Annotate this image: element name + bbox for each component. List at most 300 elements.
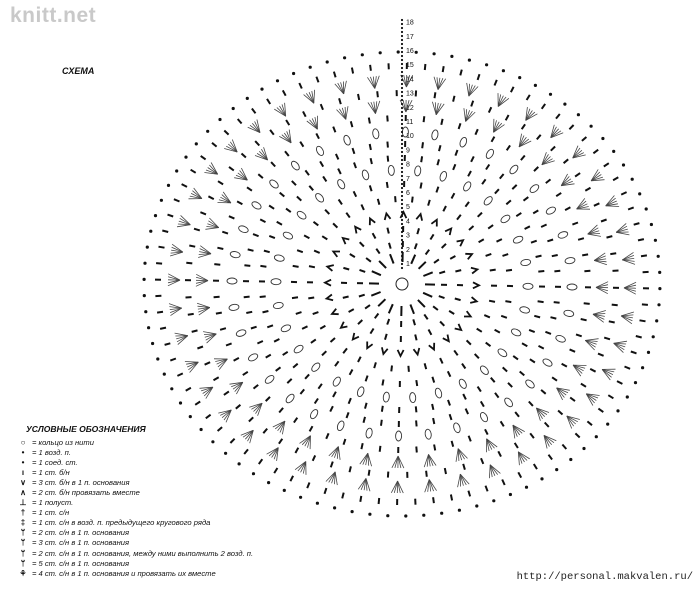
stitch-mark-icon: [365, 305, 370, 309]
increase-stitch-icon: [429, 343, 434, 350]
stitch-mark-icon: [344, 439, 346, 445]
cluster-stitch-icon: [309, 408, 319, 420]
fan-stitch-icon: [624, 282, 636, 288]
stitch-mark-icon: [279, 408, 283, 413]
stitch-mark-icon: [440, 358, 443, 363]
chain-stitch-icon: [634, 381, 637, 384]
stitch-mark-icon: [491, 378, 495, 383]
cluster-stitch-icon: [512, 235, 524, 244]
fan-stitch-icon: [467, 83, 469, 96]
stitch-mark-icon: [354, 191, 357, 196]
stitch-mark-icon: [251, 327, 257, 329]
stitch-mark-icon: [286, 209, 291, 213]
stitch-mark-icon: [372, 271, 381, 275]
stitch-mark-icon: [266, 355, 271, 358]
chain-stitch-icon: [401, 123, 403, 125]
fan-stitch-icon: [606, 206, 619, 207]
chain-stitch-icon: [595, 435, 598, 438]
chain-stitch-icon: [450, 55, 453, 58]
stitch-mark-icon: [320, 326, 325, 329]
chain-stitch-icon: [401, 215, 403, 217]
stitch-mark-icon: [375, 314, 379, 319]
fan-stitch-icon: [624, 285, 636, 288]
stitch-mark-icon: [638, 239, 644, 240]
chain-stitch-icon: [458, 509, 461, 512]
stitch-mark-icon: [433, 497, 434, 503]
stitch-mark-icon: [482, 179, 486, 184]
stitch-mark-icon: [501, 316, 507, 318]
stitch-mark-icon: [477, 329, 482, 332]
stitch-mark-icon: [492, 137, 495, 142]
stitch-mark-icon: [160, 328, 166, 329]
legend-text: = 1 ст. б/н: [32, 467, 70, 477]
legend-text: = кольцо из нити: [32, 437, 94, 447]
stitch-mark-icon: [424, 314, 427, 319]
cluster-stitch-icon: [310, 361, 321, 372]
stitch-mark-icon: [450, 414, 452, 420]
stitch-mark-icon: [248, 249, 254, 250]
cluster-stitch-icon: [520, 259, 531, 267]
stitch-mark-icon: [408, 366, 409, 372]
cluster-stitch-icon: [439, 171, 448, 182]
cluster-stitch-icon: [314, 192, 325, 203]
stitch-mark-icon: [515, 412, 519, 417]
stitch-mark-icon: [283, 352, 288, 355]
stitch-mark-icon: [370, 185, 372, 191]
stitch-mark-icon: [486, 254, 492, 256]
increase-stitch-icon: [353, 333, 359, 340]
cluster-stitch-icon: [485, 148, 495, 160]
row-number: 17: [406, 33, 414, 41]
stitch-mark-icon: [539, 346, 544, 349]
chain-stitch-icon: [175, 169, 178, 172]
stitch-mark-icon: [520, 372, 525, 376]
stitch-mark-icon: [489, 301, 495, 302]
stitch-mark-icon: [582, 254, 588, 255]
chain-stitch-icon: [154, 214, 157, 217]
cluster-stitch-icon: [280, 324, 292, 333]
stitch-mark-icon: [360, 242, 364, 246]
chain-stitch-icon: [401, 119, 403, 121]
stitch-mark-icon: [387, 228, 388, 234]
chain-stitch-icon: [160, 199, 163, 202]
cluster-stitch-icon: [315, 145, 325, 157]
stitch-mark-icon: [594, 203, 600, 206]
stitch-mark-icon: [459, 123, 461, 129]
stitch-mark-icon: [524, 197, 529, 201]
stitch-mark-icon: [269, 236, 275, 238]
stitch-mark-icon: [434, 259, 439, 263]
chain-stitch-icon: [401, 19, 403, 21]
stitch-mark-icon: [325, 210, 329, 214]
stitch-mark-icon: [495, 393, 499, 398]
stitch-mark-icon: [305, 374, 309, 378]
stitch-mark-icon: [530, 359, 535, 362]
chain-stitch-icon: [658, 271, 661, 274]
stitch-mark-icon: [297, 197, 301, 201]
increase-stitch-icon: [471, 268, 478, 274]
cluster-stitch-icon: [497, 347, 509, 358]
stitch-mark-icon: [552, 377, 557, 380]
stitch-mark-icon: [168, 215, 174, 217]
stitch-mark-icon: [546, 179, 551, 183]
stitch-mark-icon: [156, 263, 162, 264]
stitch-mark-icon: [565, 207, 570, 210]
stitch-mark-icon: [541, 225, 547, 228]
chain-stitch-icon: [563, 103, 566, 106]
stitch-mark-icon: [547, 240, 553, 242]
stitch-mark-icon: [395, 196, 396, 202]
stitch-mark-icon: [506, 115, 509, 120]
stitch-mark-icon: [378, 199, 380, 205]
stitch-mark-icon: [554, 302, 560, 303]
stitch-mark-icon: [391, 366, 392, 372]
legend-item: [14, 447, 334, 457]
stitch-mark-icon: [371, 158, 372, 164]
stitch-mark-icon: [287, 379, 291, 383]
legend-symbol-icon: ᛘ: [20, 538, 26, 548]
legend-item: [14, 487, 334, 497]
stitch-mark-icon: [495, 189, 499, 193]
cluster-stitch-icon: [557, 230, 568, 239]
fan-stitch-icon: [346, 106, 348, 119]
legend-text: = 3 ст. с/н в 1 п. основания: [32, 538, 130, 548]
stitch-mark-icon: [311, 339, 316, 343]
increase-stitch-icon: [470, 297, 477, 303]
chain-stitch-icon: [440, 512, 443, 515]
stitch-mark-icon: [339, 98, 341, 104]
chain-stitch-icon: [601, 137, 604, 140]
stitch-mark-icon: [208, 196, 213, 199]
fan-stitch-icon: [614, 341, 627, 343]
stitch-mark-icon: [604, 163, 609, 166]
stitch-mark-icon: [283, 90, 286, 95]
stitch-mark-icon: [621, 192, 626, 195]
chain-stitch-icon: [143, 262, 146, 265]
chain-stitch-icon: [555, 468, 558, 471]
legend-symbol-icon: ᛘ: [20, 558, 26, 568]
chain-stitch-icon: [401, 239, 403, 241]
stitch-mark-icon: [475, 354, 479, 358]
stitch-mark-icon: [296, 312, 302, 314]
row-number: 7: [406, 175, 410, 183]
increase-stitch-icon: [473, 282, 479, 288]
stitch-mark-icon: [350, 466, 351, 472]
stitch-mark-icon: [462, 364, 465, 369]
stitch-mark-icon: [285, 151, 289, 156]
fan-stitch-icon: [398, 456, 404, 468]
stitch-mark-icon: [343, 297, 349, 298]
stitch-mark-icon: [157, 312, 163, 313]
stitch-mark-icon: [195, 402, 200, 405]
stitch-mark-icon: [542, 104, 546, 109]
increase-stitch-icon: [355, 227, 361, 234]
stitch-mark-icon: [249, 417, 253, 421]
stitch-mark-icon: [439, 272, 445, 274]
stitch-mark-icon: [302, 326, 307, 329]
cluster-stitch-icon: [524, 378, 535, 389]
chain-stitch-icon: [468, 59, 471, 62]
legend-symbol-icon: ∧: [20, 488, 26, 498]
stitch-mark-icon: [186, 263, 192, 264]
stitch-mark-icon: [490, 270, 496, 271]
row-number: 3: [406, 232, 410, 240]
stitch-mark-icon: [515, 443, 518, 448]
stitch-mark-icon: [601, 220, 607, 222]
chain-stitch-icon: [401, 115, 403, 117]
stitch-mark-icon: [432, 404, 433, 410]
legend-item: [14, 467, 334, 477]
legend-symbol-icon: ᛘ: [20, 548, 26, 558]
stitch-mark-icon: [346, 213, 350, 218]
chain-stitch-icon: [401, 139, 403, 141]
stitch-mark-icon: [247, 187, 252, 190]
stitch-mark-icon: [430, 234, 433, 239]
cluster-stitch-icon: [414, 166, 421, 177]
stitch-mark-icon: [551, 147, 555, 151]
stitch-mark-icon: [448, 371, 451, 376]
stitch-mark-icon: [387, 182, 388, 188]
fan-stitch-icon: [177, 225, 190, 227]
chain-stitch-icon: [361, 53, 364, 56]
row-number: 16: [406, 48, 414, 55]
cluster-stitch-icon: [459, 136, 468, 147]
stitch-mark-icon: [201, 156, 206, 160]
stitch-mark-icon: [416, 380, 417, 386]
cluster-stitch-icon: [235, 329, 246, 338]
chain-stitch-icon: [401, 247, 403, 249]
stitch-mark-icon: [549, 455, 553, 460]
chain-stitch-icon: [379, 51, 382, 54]
chain-stitch-icon: [401, 51, 403, 53]
increase-stitch-icon: [382, 347, 388, 354]
stitch-mark-icon: [556, 193, 561, 196]
cluster-stitch-icon: [508, 164, 519, 175]
chain-stitch-icon: [401, 67, 403, 69]
cluster-stitch-icon: [388, 165, 395, 175]
stitch-mark-icon: [264, 251, 270, 253]
stitch-mark-icon: [640, 320, 646, 321]
legend-text: = 1 ст. с/н в возд. п. предыдущего кругового ряда: [32, 518, 211, 528]
stitch-mark-icon: [423, 293, 432, 297]
chain-stitch-icon: [246, 97, 249, 100]
cluster-stitch-icon: [361, 169, 370, 180]
stitch-mark-icon: [297, 250, 303, 252]
stitch-mark-icon: [387, 116, 388, 122]
stitch-mark-icon: [374, 362, 376, 368]
stitch-mark-icon: [191, 170, 196, 173]
stitch-mark-icon: [159, 247, 165, 248]
stitch-mark-icon: [217, 248, 223, 249]
cluster-stitch-icon: [271, 279, 281, 285]
stitch-mark-icon: [479, 239, 484, 242]
stitch-mark-icon: [382, 380, 383, 386]
chain-stitch-icon: [404, 514, 407, 517]
increase-stitch-icon: [327, 295, 334, 301]
chain-stitch-icon: [401, 127, 403, 129]
chain-stitch-icon: [658, 287, 661, 290]
chain-stitch-icon: [144, 310, 147, 313]
stitch-mark-icon: [252, 109, 256, 114]
increase-stitch-icon: [465, 254, 472, 259]
stitch-mark-icon: [237, 201, 242, 204]
stitch-mark-icon: [335, 361, 339, 366]
chain-stitch-icon: [657, 303, 660, 306]
stitch-mark-icon: [512, 185, 516, 189]
chain-stitch-icon: [433, 52, 436, 55]
chain-stitch-icon: [386, 514, 389, 517]
chain-stitch-icon: [292, 72, 295, 75]
stitch-mark-icon: [468, 491, 470, 497]
stitch-mark-icon: [575, 433, 579, 437]
stitch-mark-icon: [587, 421, 592, 425]
stitch-mark-icon: [186, 388, 191, 391]
chain-stitch-icon: [401, 263, 403, 265]
increase-stitch-icon: [385, 214, 391, 221]
stitch-mark-icon: [361, 205, 364, 210]
stitch-mark-icon: [255, 141, 259, 145]
cluster-stitch-icon: [268, 178, 279, 189]
chain-stitch-icon: [525, 486, 528, 489]
chain-stitch-icon: [401, 223, 403, 225]
stitch-mark-icon: [316, 77, 318, 83]
chain-stitch-icon: [147, 326, 150, 329]
stitch-mark-icon: [260, 266, 266, 267]
cluster-stitch-icon: [555, 334, 566, 343]
stitch-mark-icon: [545, 423, 549, 427]
stitch-mark-icon: [222, 232, 228, 234]
cluster-stitch-icon: [452, 422, 461, 433]
legend-text: = 1 соед. ст.: [32, 457, 78, 467]
stitch-mark-icon: [347, 412, 349, 418]
chain-stitch-icon: [401, 27, 403, 29]
stitch-mark-icon: [334, 72, 336, 78]
stitch-mark-icon: [165, 343, 171, 345]
chain-stitch-icon: [401, 99, 403, 101]
chain-stitch-icon: [206, 130, 209, 133]
legend-text: = 5 ст. с/н в 1 п. основания: [32, 558, 130, 568]
chain-stitch-icon: [590, 125, 593, 128]
chain-stitch-icon: [170, 387, 173, 390]
chain-stitch-icon: [657, 255, 660, 258]
cluster-stitch-icon: [336, 178, 346, 190]
stitch-mark-icon: [485, 429, 488, 434]
fan-stitch-icon: [398, 481, 401, 493]
stitch-mark-icon: [177, 373, 182, 376]
stitch-mark-icon: [558, 411, 562, 415]
stitch-mark-icon: [590, 369, 595, 372]
stitch-mark-icon: [538, 301, 544, 302]
stitch-mark-icon: [299, 83, 302, 89]
chain-stitch-icon: [401, 195, 403, 197]
increase-stitch-icon: [414, 348, 420, 355]
stitch-mark-icon: [433, 306, 438, 310]
stitch-mark-icon: [200, 212, 206, 214]
stitch-mark-icon: [378, 299, 385, 306]
stitch-mark-icon: [377, 91, 378, 97]
legend: [14, 424, 334, 578]
stitch-mark-icon: [415, 243, 417, 249]
stitch-mark-icon: [354, 163, 356, 169]
chain-stitch-icon: [655, 319, 658, 322]
cluster-stitch-icon: [424, 429, 431, 440]
stitch-mark-icon: [366, 258, 371, 262]
stitch-mark-icon: [218, 181, 223, 184]
stitch-mark-icon: [442, 244, 446, 248]
fan-stitch-icon: [185, 362, 198, 363]
stitch-mark-icon: [416, 406, 417, 412]
chain-stitch-icon: [397, 50, 400, 53]
legend-item: [14, 508, 334, 518]
legend-text: = 1 возд. п.: [32, 447, 71, 457]
stitch-mark-icon: [387, 142, 388, 148]
chain-stitch-icon: [475, 504, 478, 507]
stitch-mark-icon: [642, 304, 648, 305]
increase-stitch-icon: [457, 240, 464, 246]
chain-stitch-icon: [401, 87, 403, 89]
stitch-mark-icon: [381, 420, 382, 426]
stitch-mark-icon: [432, 377, 434, 383]
cluster-stitch-icon: [230, 251, 241, 259]
chain-stitch-icon: [401, 47, 403, 49]
chain-stitch-icon: [401, 259, 403, 261]
stitch-mark-icon: [412, 197, 413, 203]
stitch-mark-icon: [270, 130, 274, 135]
stitch-mark-icon: [224, 391, 229, 395]
stitch-mark-icon: [556, 114, 560, 119]
fan-stitch-icon: [196, 281, 208, 284]
chain-stitch-icon: [401, 71, 403, 73]
stitch-mark-icon: [350, 254, 355, 257]
stitch-mark-icon: [189, 246, 195, 247]
stitch-mark-icon: [612, 305, 618, 306]
chain-stitch-icon: [638, 192, 641, 195]
chain-stitch-icon: [179, 401, 182, 404]
stitch-mark-icon: [534, 316, 540, 318]
chain-stitch-icon: [509, 493, 512, 496]
cluster-stitch-icon: [409, 392, 416, 402]
increase-stitch-icon: [398, 350, 404, 356]
increase-stitch-icon: [332, 309, 339, 315]
stitch-mark-icon: [486, 343, 491, 347]
chain-stitch-icon: [401, 91, 403, 93]
legend-item: [14, 498, 334, 508]
chain-stitch-icon: [401, 235, 403, 237]
stitch-mark-icon: [365, 403, 367, 409]
chain-stitch-icon: [641, 366, 644, 369]
cluster-stitch-icon: [296, 210, 308, 221]
stitch-mark-icon: [313, 312, 319, 314]
stitch-mark-icon: [212, 143, 217, 147]
cluster-stitch-icon: [383, 392, 390, 403]
stitch-mark-icon: [448, 400, 450, 406]
stitch-mark-icon: [410, 305, 414, 314]
stitch-mark-icon: [229, 216, 235, 218]
stitch-mark-icon: [315, 399, 318, 404]
fan-stitch-icon: [344, 81, 347, 94]
stitch-mark-icon: [552, 255, 558, 256]
stitch-mark-icon: [641, 255, 647, 256]
cluster-stitch-icon: [264, 374, 276, 385]
stitch-mark-icon: [389, 304, 393, 313]
stitch-mark-icon: [613, 177, 618, 180]
chain-stitch-icon: [401, 267, 403, 269]
stitch-mark-icon: [455, 270, 461, 271]
stitch-mark-icon: [224, 131, 228, 135]
chain-stitch-icon: [343, 56, 346, 59]
legend-text: = 2 ст. с/н в 1 п. основания, между ними выполнить 2 возд. п.: [32, 548, 254, 558]
chain-stitch-icon: [401, 103, 403, 105]
